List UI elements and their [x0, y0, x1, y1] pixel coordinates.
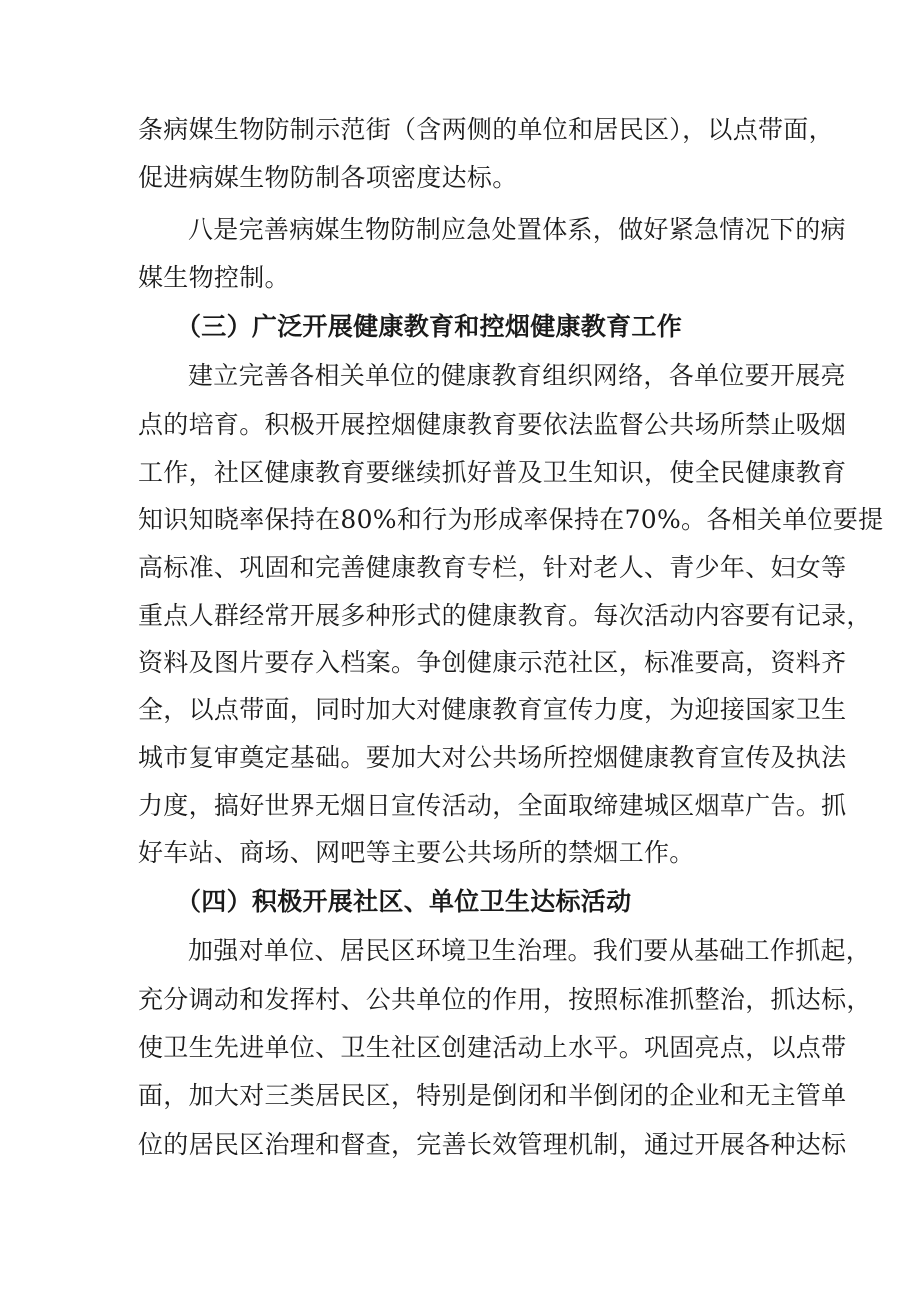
body-text-line: 资料及图片要存入档案。争创健康示范社区，标准要高，资料齐: [138, 648, 847, 677]
body-text-line: 面，加大对三类居民区，特别是倒闭和半倒闭的企业和无主管单: [138, 1081, 847, 1110]
body-text-line: 促进病媒生物防制各项密度达标。: [138, 163, 518, 192]
body-text-line: 好车站、商场、网吧等主要公共场所的禁烟工作。: [138, 838, 695, 867]
body-text-line: 城市复审奠定基础。要加大对公共场所控烟健康教育宣传及执法: [138, 743, 847, 772]
body-text-line: 力度，搞好世界无烟日宣传活动，全面取缔建城区烟草广告。抓: [138, 791, 847, 820]
body-text-line: 高标准、巩固和完善健康教育专栏，针对老人、青少年、妇女等: [138, 553, 847, 582]
body-text-line: 媒生物控制。: [138, 263, 290, 292]
body-text-line: 工作，社区健康教育要继续抓好普及卫生知识，使全民健康教育: [138, 458, 847, 487]
body-text-line: 位的居民区治理和督查，完善长效管理机制，通过开展各种达标: [138, 1130, 847, 1159]
body-text-line: 充分调动和发挥村、公共单位的作用，按照标准抓整治，抓达标，: [138, 985, 872, 1014]
body-text-line: 重点人群经常开展多种形式的健康教育。每次活动内容要有记录，: [138, 601, 872, 630]
body-text-line: 全，以点带面，同时加大对健康教育宣传力度，为迎接国家卫生: [138, 695, 847, 724]
body-text-line: 点的培育。积极开展控烟健康教育要依法监督公共场所禁止吸烟: [138, 410, 847, 439]
section-heading-4: （四）积极开展社区、单位卫生达标活动: [176, 887, 632, 916]
section-heading-3: （三）广泛开展健康教育和控烟健康教育工作: [176, 312, 683, 341]
body-text-line: 加强对单位、居民区环境卫生治理。我们要从基础工作抓起，: [188, 936, 872, 965]
body-text-line: 使卫生先进单位、卫生社区创建活动上水平。巩固亮点，以点带: [138, 1033, 847, 1062]
body-text-line: 条病媒生物防制示范街（含两侧的单位和居民区），以点带面，: [138, 115, 834, 144]
body-text-line: 八是完善病媒生物防制应急处置体系，做好紧急情况下的病: [188, 215, 846, 244]
body-text-line: 知识知晓率保持在80%和行为形成率保持在70%。各相关单位要提: [138, 505, 884, 534]
body-text-line: 建立完善各相关单位的健康教育组织网络，各单位要开展亮: [188, 361, 846, 390]
